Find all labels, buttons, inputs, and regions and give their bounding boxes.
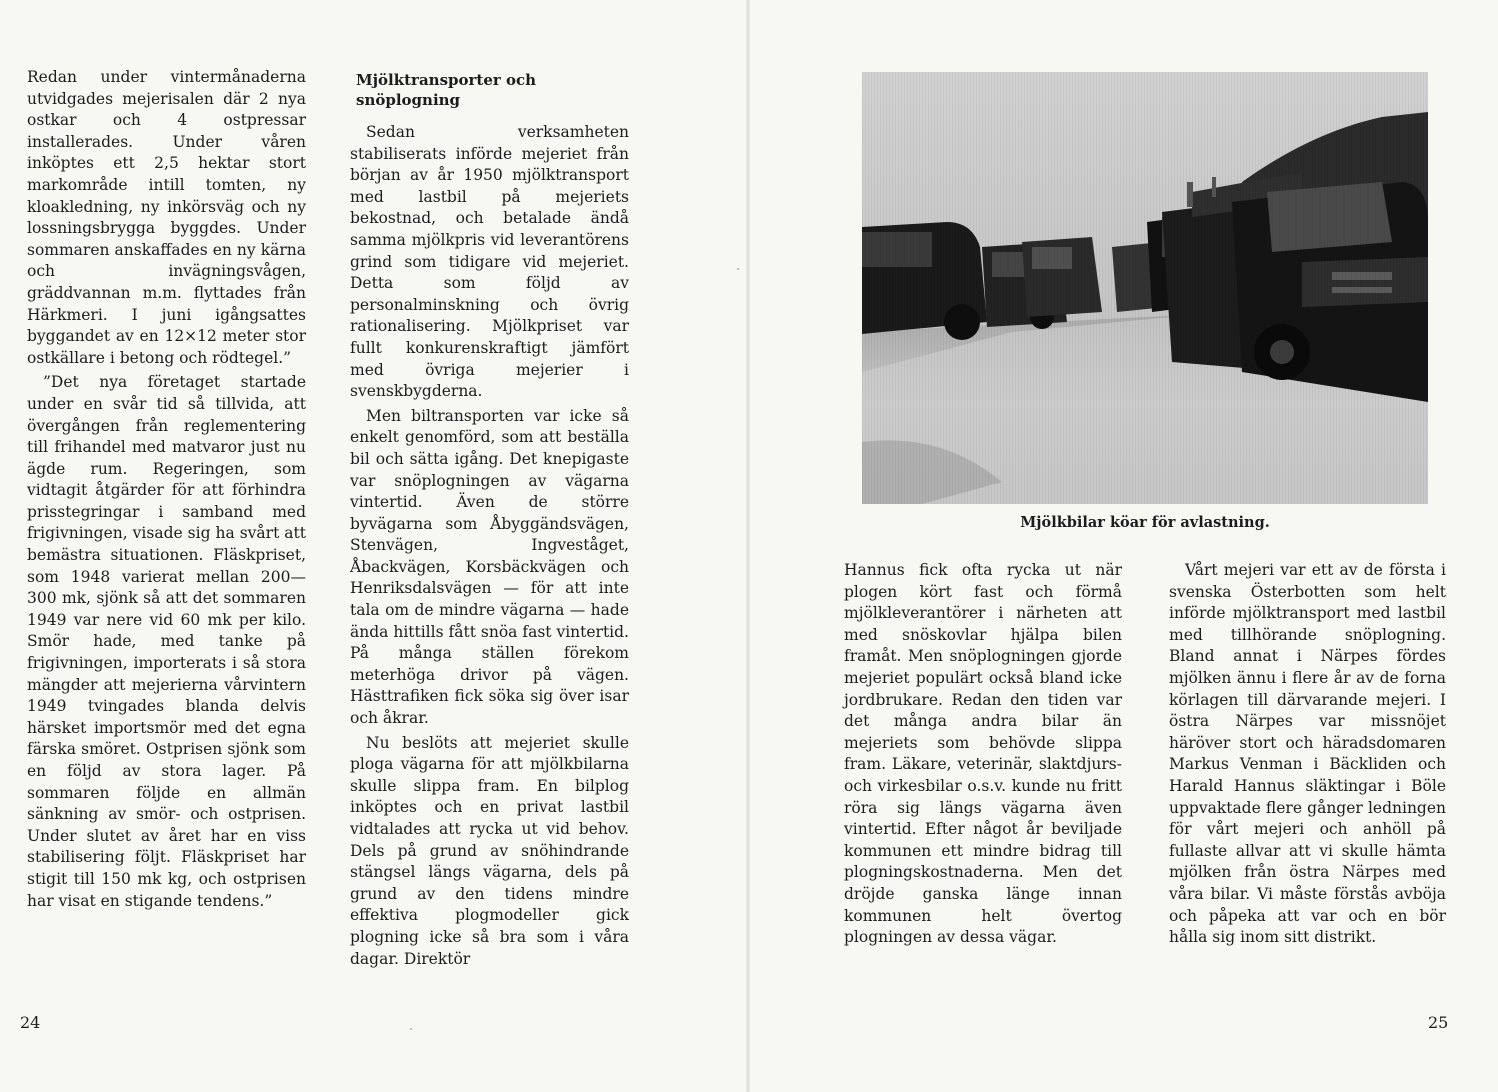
left-page-column-2 bbox=[350, 70, 629, 970]
photo-milk-trucks bbox=[862, 72, 1428, 504]
paragraph: Nu beslöts att mejeriet skulle ploga vägarna för att mjölkbilarna skulle slippa fram. En bilplog inköptes och en privat lastbil vidtalades att rycka ut vid behov. Dels på grund av snöhindrande stängsel längs vägarna, dels på grund av den tidens mindre effektiva plogmodeller gick plogning icke så bra som i våra dagar. Direktör bbox=[350, 733, 629, 968]
paragraph: Vårt mejeri var ett av de första i svenska Österbotten som helt införde mjölktransport med lastbil med tillhörande snöplogning. Bland annat i Närpes fördes mjölken ännu i flere år av de forna körlagen till därvarande mejeri. I östra Närpes var missnöjet häröver stort och häradsdomaren Markus Venman i Bäckliden och Harald Hannus släktingar i Böle uppvaktade flere gånger ledningen för vårt mejeri och anhöll på fullaste allvar att vi skulle hämta mjölken från östra Närpes med våra bilar. Vi måste förstås avböja och påpeka att var och en bör hålla sig inom sitt distrikt. bbox=[1169, 561, 1446, 947]
photo-caption: Mjölkbilar köar för avlastning. bbox=[1020, 514, 1270, 531]
page-number-left: 24 bbox=[20, 1013, 41, 1032]
paragraph: Redan under vintermånaderna utvidgades mejerisalen där 2 nya ostkar och 4 ostpressar installerades. Under våren inköptes ett 2,5 hektar stort markområde intill tomten, ny kloakledning, ny inkörsväg och ny lossningsbrygga byggdes. Under sommaren anskaffades en ny kärna och invägningsvågen, gräddvannan m.m. flyttades från Härkmeri. I juni igångsattes byggandet av en 12×12 meter stor ostkällare i betong och rödtegel.” bbox=[27, 68, 306, 367]
paper-speck bbox=[737, 268, 739, 270]
paragraph: Sedan verksamheten stabiliserats införde mejeriet från början av år 1950 mjölktransport med lastbil på mejeriets bekostnad, och betalade ändå samma mjölkpris vid leverantörens grind som tidigare vid mejeriet. Detta som följd av personalminskning och övrig rationalisering. Mjölkpriset var fullt konkurenskraftigt jämfört med övriga mejerier i svenskbygderna. bbox=[350, 123, 629, 401]
paragraph: Men biltransporten var icke så enkelt genomförd, som att beställa bil och sätta igång. Det knepigaste var snöplogningen av vägarna vintertid. Även de större byvägarna som Åbyggändsvägen, Stenvägen, Ingveståget, Åbackvägen, Korsbäckvägen och Henriksdalsvägen — för att inte tala om de mindre vägarna — hade ända hittills fått snöa fast vintertid. På många ställen förekom meterhöga drivor på vägen. Hästtrafiken fick söka sig över isar och åkrar. bbox=[350, 406, 629, 728]
right-page-column-1 bbox=[844, 560, 1122, 949]
right-page-column-2 bbox=[1169, 560, 1446, 949]
section-heading: Mjölktransporter och snöplogning bbox=[356, 71, 537, 109]
left-page-column-1 bbox=[27, 67, 306, 912]
paragraph: Hannus fick ofta rycka ut när plogen kört fast och förmå mjölkleverantörer i närheten att med snöskovlar hjälpa bilen framåt. Men snöplogningen gjorde mejeriet populärt också bland icke jordbrukare. Redan den tiden var det många andra bilar än mejeriets som behövde slippa fram. Läkare, veterinär, slaktdjurs- och virkesbilar o.s.v. kunde nu fritt röra sig längs vägarna även vintertid. Efter något år beviljade kommunen ett mindre bidrag till plogningskostnaderna. Men det dröjde ganska länge innan kommunen helt övertog plogningen av dessa vägar. bbox=[844, 561, 1122, 947]
paper-speck bbox=[410, 1028, 412, 1030]
right-page bbox=[749, 0, 1498, 1092]
paragraph: ”Det nya företaget startade under en svår tid så tillvida, att övergången från reglementering till frihandel med matvaror just nu ägde rum. Regeringen, som vidtagit åtgärder för att förhindra prisstegringar i samband med frigivningen, visade sig ha svårt att bemästra situationen. Fläskpriset, som 1948 varierat mellan 200—300 mk, sjönk så att det sommaren 1949 var nere vid 60 mk per kilo. Smör hade, med tanke på frigivningen, importerats i så stora mängder att mejerierna vårvintern 1949 tvingades blanda delvis härsket importsmör med det egna färska smöret. Ostprisen sjönk som en följd av stora lager. På sommaren följde en allmän sänkning av smör- och ostprisen. Under slutet av året har en viss stabilisering följt. Fläskpriset har stigit till 150 mk kg, och ostprisen har visat en stigande tendens.” bbox=[27, 373, 306, 910]
page-number-right: 25 bbox=[1428, 1013, 1449, 1032]
section-body bbox=[350, 122, 629, 970]
photo-illustration bbox=[862, 72, 1428, 504]
